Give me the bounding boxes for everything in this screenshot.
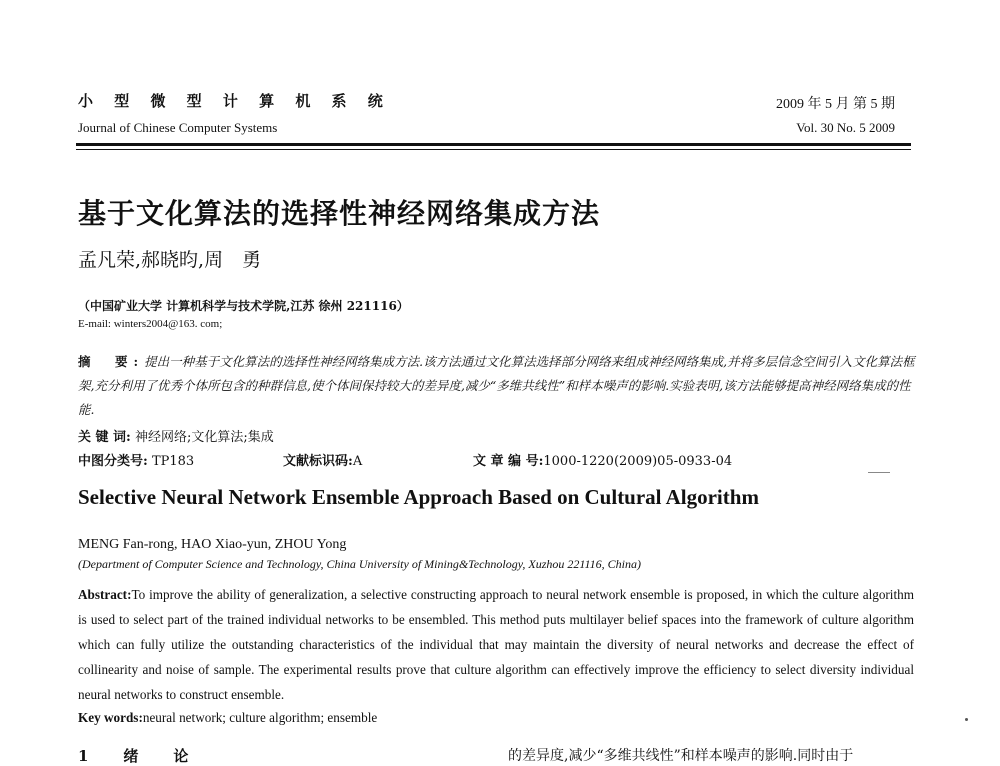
authors-en: MENG Fan-rong, HAO Xiao-yun, ZHOU Yong [78, 537, 347, 552]
section-heading: 1 绪 论 [78, 747, 199, 765]
article-value: 1000-1220(2009)05-0933-04 [543, 454, 733, 469]
clc-value: TP183 [151, 454, 195, 469]
keywords-cn [78, 426, 274, 445]
keywords-en-label: Key words: [78, 710, 143, 725]
keywords-cn-label: 关 键 词: [78, 430, 131, 445]
issue-info-en: Vol. 30 No. 5 2009 [796, 120, 895, 135]
document-code [283, 450, 362, 469]
affiliation-cn: （中国矿业大学 计算机科学与技术学院,江苏 徐州 221116） [78, 299, 409, 313]
journal-name-cn: 小 型 微 型 计 算 机 系 统 [78, 92, 391, 110]
issue-info-cn: 2009 年 5 月 第 5 期 [776, 97, 895, 112]
abstract-cn-label: 摘 要: [78, 354, 145, 369]
abstract-en [78, 582, 914, 707]
doc-code-label: 文献标识码: [283, 454, 353, 469]
paper-title-cn: 基于文化算法的选择性神经网络集成方法 [78, 197, 601, 230]
article-label: 文 章 编 号: [473, 454, 544, 469]
paper-title-en: Selective Neural Network Ensemble Approach Based on Cultural Algorithm [78, 485, 759, 509]
abstract-cn-text: 提出一种基于文化算法的选择性神经网络集成方法.该方法通过文化算法选择部分网络来组成神经网络集成,并将多层信念空间引入文化算法框架,充分利用了优秀个体所包含的种群信息,使个体间保持较大的差异度,减少“多维共线性”和样本噪声的影响.实验表明,该方法能够提高神经网络集成的性能. [78, 354, 915, 417]
doc-code-value: A [352, 454, 363, 469]
header-rule-thin [76, 149, 911, 150]
authors-cn: 孟凡荣,郝晓昀,周 勇 [78, 249, 262, 271]
scan-mark [868, 472, 890, 473]
abstract-cn [78, 350, 918, 422]
abstract-en-label: Abstract: [78, 587, 132, 602]
header-rule-thick [76, 143, 911, 146]
keywords-en-text: neural network; culture algorithm; ensemble [142, 710, 378, 725]
author-email: E-mail: winters2004@163. com; [78, 318, 223, 330]
abstract-en-text: To improve the ability of generalization, a selective constructing approach to neural network ensemble is proposed, in which the culture algorithm is used to select part of the trained individual networks to be ensembled. This method puts multilayer belief spaces into the framework of culture algorithm which can fully utilize the outstanding characteristics of the individual that may maintain the diversity of neural networks and decrease the effect of collinearity and noise of sample. The experimental results prove that culture algorithm can effectively improve the efficiency to select diversity individual neural networks to construct ensemble. [78, 587, 914, 702]
clc-label: 中图分类号: [78, 454, 148, 469]
body-text-column-2: 的差异度,减少“多维共线性”和样本噪声的影响.同时由于 [508, 748, 854, 764]
scan-speck [965, 718, 968, 721]
clc-number [78, 450, 194, 469]
keywords-cn-text: 神经网络;文化算法;集成 [135, 430, 274, 445]
keywords-en [78, 710, 377, 726]
affiliation-en: (Department of Computer Science and Technology, China University of Mining&Technology, Xuzhou 221116, China) [78, 557, 641, 571]
journal-name-en: Journal of Chinese Computer Systems [78, 120, 278, 135]
article-number [473, 450, 732, 469]
